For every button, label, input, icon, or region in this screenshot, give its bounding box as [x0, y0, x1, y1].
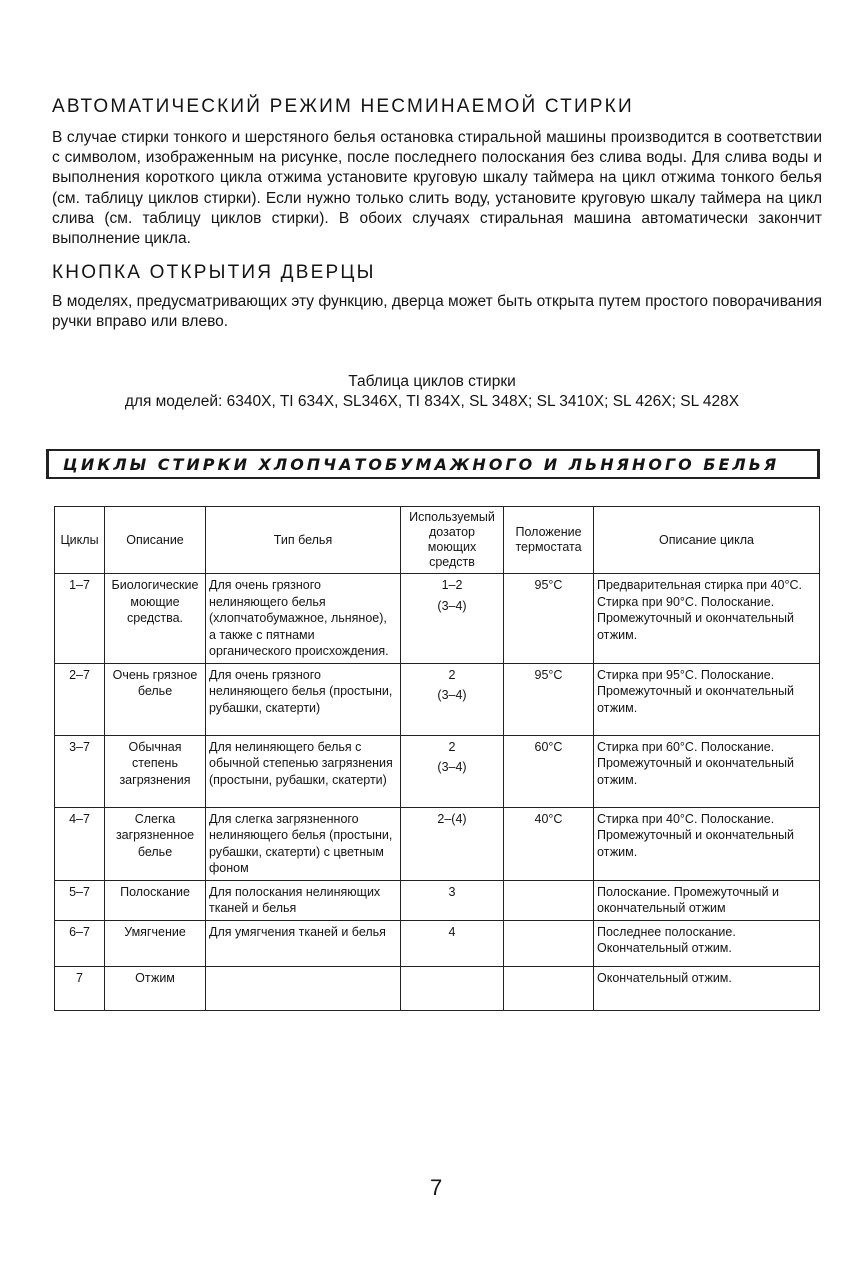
- section-text-no-crease: В случае стирки тонкого и шерстяного белья остановка стиральной машины производится в соответствии с символом, изображенным на рисунке, после последнего полоскания без слива воды. Для слива воды и выполнения короткого цикла отжима установите круговую шкалу таймера на цикл отжима тонкого белья (см. таблицу циклов стирки). Если нужно только слить воду, установите круговую шкалу таймера на цикл слива (см. таблицу циклов стирки). В обоих случаях стиральная машина автоматически закончит выполнение цикла.: [52, 129, 822, 248]
- dosing-main: 2: [448, 739, 456, 754]
- cell-desc: Умягчение: [105, 920, 206, 966]
- cell-cycle: 1–7: [55, 574, 105, 664]
- cell-cycle: 5–7: [55, 880, 105, 920]
- cell-cycle: 3–7: [55, 735, 105, 807]
- table-row: [55, 966, 820, 1010]
- header-description: Описание: [105, 507, 206, 574]
- cell-cycle: 4–7: [55, 807, 105, 880]
- cell-cycle-desc: Стирка при 60°C. Полоскание. Промежуточный и окончательный отжим.: [594, 735, 820, 807]
- cell-thermostat: [504, 920, 594, 966]
- cell-desc: Слегка загрязненное белье: [105, 807, 206, 880]
- dosing-alt: (3–4): [437, 688, 467, 702]
- cell-dosing: [401, 807, 504, 880]
- table-row: [55, 663, 820, 735]
- cell-desc: Обычная степень загрязнения: [105, 735, 206, 807]
- cell-dosing: [401, 735, 504, 807]
- cell-cycle: 7: [55, 966, 105, 1010]
- cell-thermostat: 95°C: [504, 663, 594, 735]
- table-row: [55, 574, 820, 664]
- table-caption-title: Таблица циклов стирки: [348, 373, 516, 390]
- header-thermostat: Положение термостата: [504, 507, 594, 574]
- dosing-main: 4: [448, 924, 456, 939]
- banner-text: ЦИКЛЫ СТИРКИ ХЛОПЧАТОБУМАЖНОГО И ЛЬНЯНОГО БЕЛЬЯ: [63, 455, 780, 474]
- cell-cycle-desc: Полоскание. Промежуточный и окончательный отжим: [594, 880, 820, 920]
- cell-type: Для очень грязного нелиняющего белья (хлопчатобумажное, льняное), а также с пятнами органического происхождения.: [206, 574, 401, 664]
- table-row: [55, 920, 820, 966]
- table-row: [55, 735, 820, 807]
- cell-cycle-desc: Последнее полоскание. Окончательный отжим.: [594, 920, 820, 966]
- cell-desc: Биологические моющие средства.: [105, 574, 206, 664]
- header-dispenser: Используемый дозатор моющих средств: [401, 507, 504, 574]
- cell-type: Для очень грязного нелиняющего белья (простыни, рубашки, скатерти): [206, 663, 401, 735]
- cell-type: Для нелиняющего белья с обычной степенью загрязнения (простыни, рубашки, скатерти): [206, 735, 401, 807]
- section-text-door-button: В моделях, предусматривающих эту функцию, дверца может быть открыта путем простого поворачивания ручки вправо или влево.: [52, 293, 822, 331]
- cell-type: [206, 966, 401, 1010]
- section-heading-no-crease: АВТОМАТИЧЕСКИЙ РЕЖИМ НЕСМИНАЕМОЙ СТИРКИ: [52, 96, 634, 117]
- dosing-main: 2–(4): [437, 811, 467, 826]
- cell-type: Для слегка загрязненного нелиняющего белья (простыни, рубашки, скатерти) с цветным фоном: [206, 807, 401, 880]
- cell-thermostat: [504, 966, 594, 1010]
- dosing-main: 3: [448, 884, 456, 899]
- cell-thermostat: 40°C: [504, 807, 594, 880]
- cell-cycle-desc: Предварительная стирка при 40°C. Стирка при 90°C. Полоскание. Промежуточный и окончательный отжим.: [594, 574, 820, 664]
- cell-cycle-desc: Стирка при 40°C. Полоскание. Промежуточный и окончательный отжим.: [594, 807, 820, 880]
- cell-desc: Отжим: [105, 966, 206, 1010]
- table-row: [55, 807, 820, 880]
- table-row: [55, 880, 820, 920]
- page-number: 7: [430, 1175, 443, 1200]
- dosing-alt: (3–4): [437, 598, 467, 613]
- cotton-linen-banner: [46, 449, 820, 479]
- table-header-row: [55, 507, 820, 574]
- cell-thermostat: 60°C: [504, 735, 594, 807]
- wash-cycles-table: [54, 506, 820, 1011]
- cell-thermostat: [504, 880, 594, 920]
- cell-dosing: [401, 574, 504, 664]
- dosing-alt: (3–4): [437, 760, 467, 774]
- cell-type: Для умягчения тканей и белья: [206, 920, 401, 966]
- cell-thermostat: 95°C: [504, 574, 594, 664]
- cell-cycle-desc: Стирка при 95°C. Полоскание. Промежуточный и окончательный отжим.: [594, 663, 820, 735]
- cell-cycle-desc: Окончательный отжим.: [594, 966, 820, 1010]
- cell-desc: Полоскание: [105, 880, 206, 920]
- cell-dosing: [401, 663, 504, 735]
- header-cycle-description: Описание цикла: [594, 507, 820, 574]
- section-heading-door-button: КНОПКА ОТКРЫТИЯ ДВЕРЦЫ: [52, 262, 376, 283]
- dosing-main: 2: [448, 667, 456, 682]
- cell-desc: Очень грязное белье: [105, 663, 206, 735]
- dosing-main: 1–2: [441, 578, 463, 592]
- cell-type: Для полоскания нелиняющих тканей и белья: [206, 880, 401, 920]
- table-caption-models: для моделей: 6340X, TI 634X, SL346X, TI 834X, SL 348X; SL 3410X; SL 426X; SL 428X: [124, 393, 740, 410]
- cell-dosing: [401, 880, 504, 920]
- cell-cycle: 2–7: [55, 663, 105, 735]
- cell-dosing: [401, 966, 504, 1010]
- cell-cycle: 6–7: [55, 920, 105, 966]
- header-cycles: Циклы: [55, 507, 105, 574]
- cell-dosing: [401, 920, 504, 966]
- header-laundry-type: Тип белья: [206, 507, 401, 574]
